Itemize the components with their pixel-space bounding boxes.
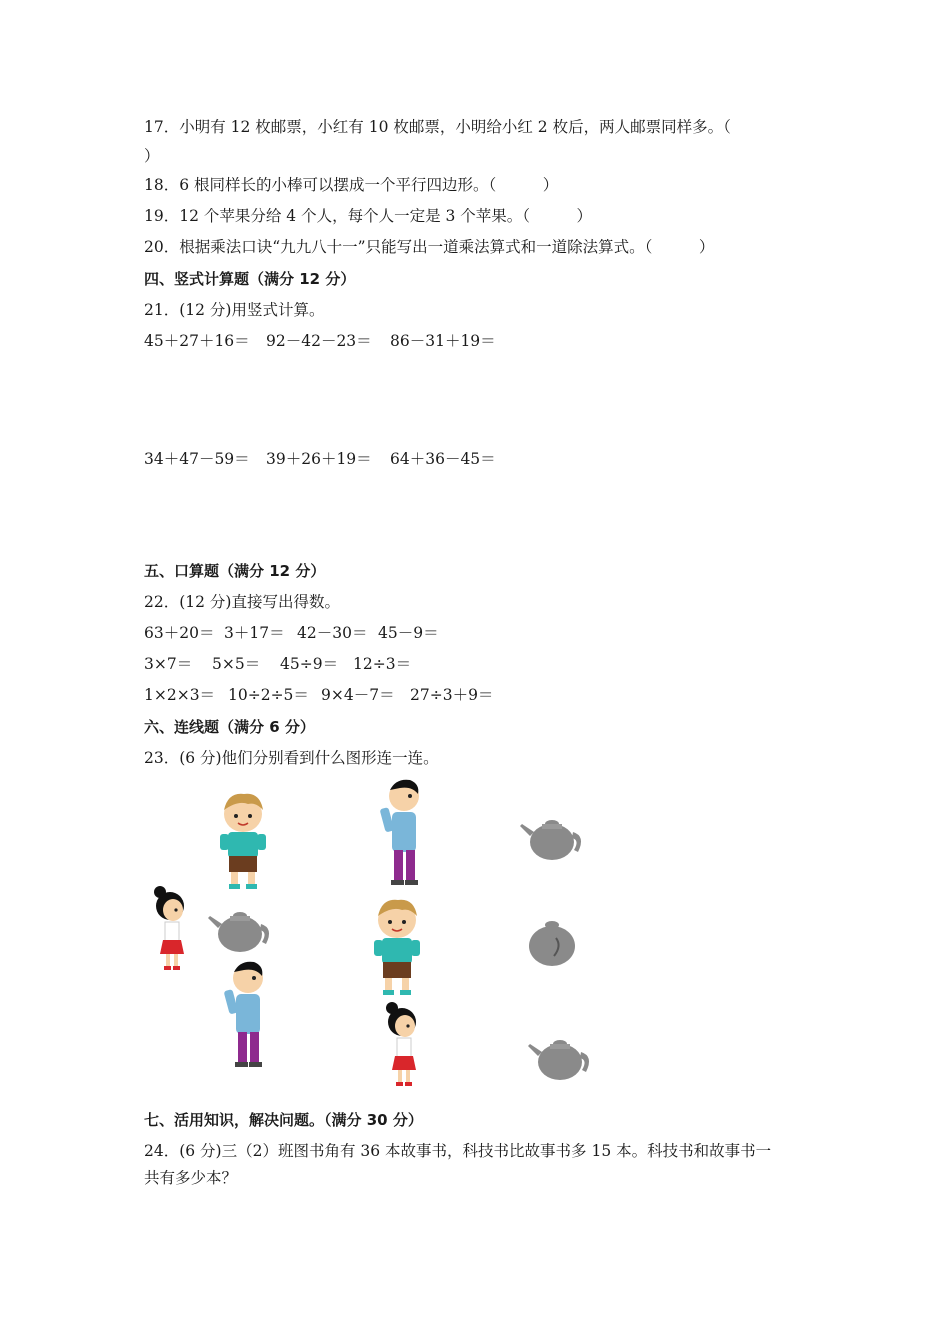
man-figure-top [380, 780, 419, 885]
calc-item: 64＋36－45＝ [390, 450, 496, 468]
calc-item: 39＋26＋19＝ [266, 450, 372, 468]
q23-text: 23．(6 分)他们分别看到什么图形连一连。 [144, 749, 439, 767]
vertical-calc-row-1 [144, 331, 496, 351]
calc-item: 5×5＝ [212, 655, 261, 673]
q17-line2: ） [144, 147, 160, 165]
calc-item: 9×4－7＝ [321, 686, 395, 704]
calc-item: 3＋17＝ [224, 624, 285, 642]
calc-item: 3×7＝ [144, 655, 193, 673]
matching-figure [140, 778, 620, 1093]
calc-item: 45÷9＝ [280, 655, 339, 673]
q20-text: 20．根据乘法口诀“九九八十一”只能写出一道乘法算式和一道除法算式。（ ） [144, 238, 715, 256]
calc-item: 12÷3＝ [353, 655, 412, 673]
man-figure-bottom [224, 962, 263, 1067]
calc-item: 63＋20＝ [144, 624, 215, 642]
teapot-front-icon [529, 921, 575, 966]
girl-figure-bottom [386, 1002, 416, 1086]
q22-text: 22．(12 分)直接写出得数。 [144, 593, 340, 611]
boy-figure-top [220, 794, 266, 889]
section5-title: 五、口算题（满分 12 分） [144, 562, 326, 580]
teapot-side-icon-bottom [528, 1040, 589, 1080]
oral-calc-row-1 [144, 623, 439, 643]
vertical-calc-row-2 [144, 449, 496, 469]
q21-text: 21．(12 分)用竖式计算。 [144, 301, 325, 319]
girl-figure-left [154, 886, 184, 970]
calc-item: 42－30＝ [297, 624, 368, 642]
calc-item: 34＋47－59＝ [144, 450, 250, 468]
calc-item: 27÷3＋9＝ [410, 686, 494, 704]
oral-calc-row-3 [144, 685, 493, 705]
calc-item: 45＋27＋16＝ [144, 332, 250, 350]
q19-text: 19．12 个苹果分给 4 个人，每个人一定是 3 个苹果。（ ） [144, 207, 593, 225]
teapot-side-icon-right [520, 820, 581, 860]
q17-line1: 17．小明有 12 枚邮票，小红有 10 枚邮票，小明给小红 2 枚后，两人邮票同样多。（ [144, 118, 731, 136]
calc-item: 10÷2÷5＝ [228, 686, 309, 704]
boy-figure-middle [374, 900, 420, 995]
q24-line1: 24．(6 分)三（2）班图书角有 36 本故事书，科技书比故事书多 15 本。科技书和故事书一 [144, 1142, 772, 1160]
calc-item: 45－9＝ [378, 624, 439, 642]
q18-text: 18．6 根同样长的小棒可以摆成一个平行四边形。（ ） [144, 176, 559, 194]
oral-calc-row-2 [144, 654, 411, 674]
section4-title: 四、竖式计算题（满分 12 分） [144, 270, 356, 288]
calc-item: 92－42－23＝ [266, 332, 372, 350]
calc-item: 1×2×3＝ [144, 686, 216, 704]
q24-line2: 共有多少本？ [144, 1169, 238, 1187]
section6-title: 六、连线题（满分 6 分） [144, 718, 315, 736]
calc-item: 86－31＋19＝ [390, 332, 496, 350]
section7-title: 七、活用知识，解决问题。（满分 30 分） [144, 1111, 423, 1129]
teapot-side-icon-left [208, 912, 269, 952]
